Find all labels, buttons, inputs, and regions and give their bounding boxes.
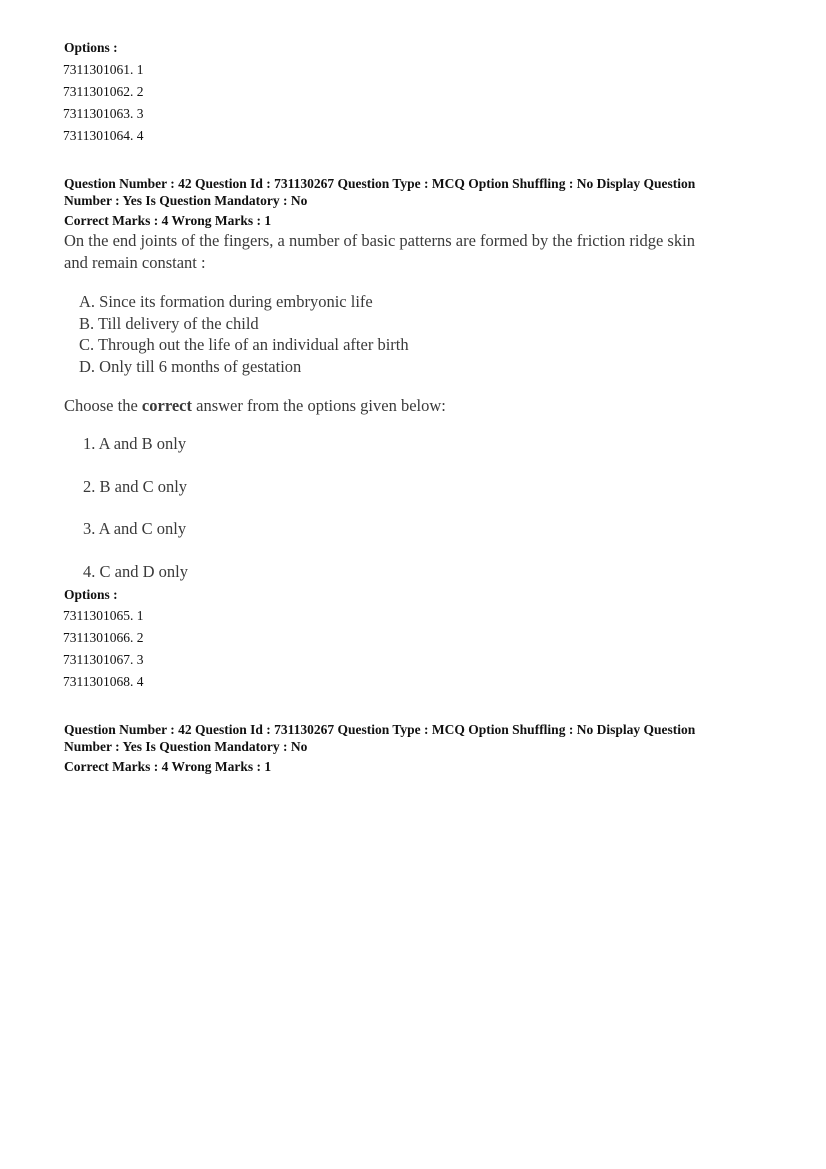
option-line: 7311301068. 4	[63, 674, 144, 689]
question-stem-line: On the end joints of the fingers, a number of basic patterns are formed by the friction ridge skin	[64, 231, 695, 250]
instruction-text: answer from the options given below:	[192, 396, 446, 415]
question-meta-line: Number : Yes Is Question Mandatory : No	[64, 193, 308, 208]
answer-choice: 2. B and C only	[83, 477, 188, 496]
instruction-line	[64, 396, 446, 416]
question-meta	[64, 721, 784, 755]
statement-item: C. Through out the life of an individual after birth	[79, 335, 409, 354]
option-line: 7311301065. 1	[63, 608, 144, 623]
answer-choice: 1. A and B only	[83, 434, 187, 453]
option-line: 7311301063. 3	[63, 106, 144, 121]
option-line: 7311301067. 3	[63, 652, 144, 667]
option-line: 7311301064. 4	[63, 128, 144, 143]
instruction-emphasis: correct	[141, 396, 192, 415]
question-meta-line: Number : Yes Is Question Mandatory : No	[64, 739, 308, 754]
option-line: 7311301061. 1	[63, 62, 144, 77]
statement-item: D. Only till 6 months of gestation	[79, 356, 302, 376]
question-meta-line: Question Number : 42 Question Id : 731130267 Question Type : MCQ Option Shuffling : No Display Question	[64, 722, 696, 737]
marks-line: Correct Marks : 4 Wrong Marks : 1	[64, 759, 272, 774]
answer-choice: 3. A and C only	[83, 519, 187, 538]
options-heading: Options :	[64, 40, 118, 55]
statement-list	[79, 291, 409, 377]
options-heading: Options :	[64, 587, 118, 602]
statement-item: B. Till delivery of the child	[79, 313, 259, 333]
option-line: 7311301062. 2	[63, 84, 144, 99]
statement-item: A. Since its formation during embryonic life	[79, 292, 373, 311]
option-line: 7311301066. 2	[63, 630, 144, 645]
question-meta	[64, 175, 784, 209]
question-meta-line: Question Number : 42 Question Id : 731130267 Question Type : MCQ Option Shuffling : No Display Question	[64, 176, 696, 191]
answer-choice: 4. C and D only	[83, 562, 188, 581]
question-stem	[64, 230, 784, 274]
instruction-text: Choose the	[64, 396, 142, 415]
question-stem-line: and remain constant :	[64, 253, 206, 272]
marks-line: Correct Marks : 4 Wrong Marks : 1	[64, 213, 272, 228]
